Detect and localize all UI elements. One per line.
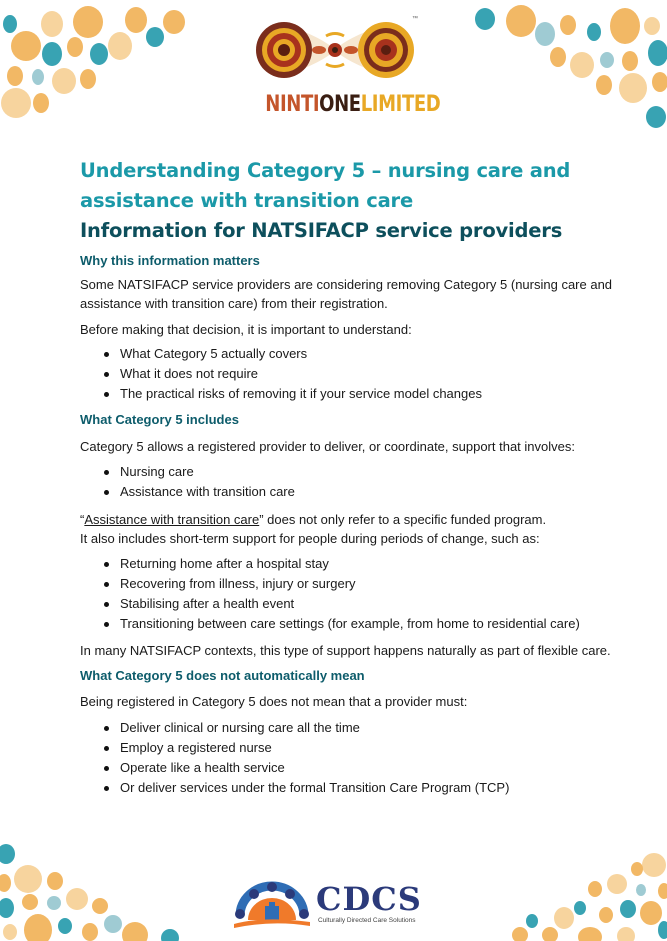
dots-top-left-icon: [1, 6, 185, 118]
list-item: Nursing care: [80, 462, 640, 482]
paragraph: Being registered in Category 5 does not mean that a provider must:: [80, 694, 468, 709]
dots-bottom-right-icon: [512, 853, 667, 941]
cdcs-tagline: Culturally Directed Care Solutions: [318, 917, 416, 924]
document-title: Understanding Category 5 – nursing care and assistance with transition care: [80, 159, 571, 212]
list-item: What Category 5 actually covers: [80, 344, 640, 364]
aboriginal-art-mark-icon: [254, 14, 416, 86]
list-item: Employ a registered nurse: [80, 738, 640, 758]
list-item: The practical risks of removing it if your service model changes: [80, 384, 640, 404]
ninti-one-wordmark: NINTIONELIMITED: [265, 92, 441, 117]
list-item: Returning home after a hospital stay: [80, 554, 640, 574]
list-item: Operate like a health service: [80, 758, 640, 778]
cdcs-emblem-icon: [232, 880, 312, 930]
paragraph: In many NATSIFACP contexts, this type of support happens naturally as part of flexible care.: [80, 643, 611, 658]
section-heading: What Category 5 includes: [80, 412, 239, 427]
bullet-list: [80, 554, 640, 634]
paragraph: Some NATSIFACP service providers are considering removing Category 5 (nursing care and assistance with transition care) from their registration.: [80, 277, 613, 311]
paragraph: Category 5 allows a registered provider to deliver, or coordinate, support that involves:: [80, 439, 575, 454]
list-item: What it does not require: [80, 364, 640, 384]
list-item: Deliver clinical or nursing care all the time: [80, 718, 640, 738]
section-why: [80, 252, 640, 404]
cdcs-wordmark: CDCS: [316, 880, 422, 918]
trademark-symbol: ™: [412, 16, 418, 22]
section-heading: What Category 5 does not automatically mean: [80, 668, 365, 683]
bullet-list: [80, 344, 640, 404]
paragraph: Before making that decision, it is important to understand:: [80, 322, 412, 337]
cdcs-logo: [232, 880, 452, 930]
bullet-list: [80, 718, 640, 798]
document-subtitle: Information for NATSIFACP service providers: [80, 219, 563, 242]
section-heading: Why this information matters: [80, 253, 260, 268]
list-item: Or deliver services under the formal Transition Care Program (TCP): [80, 778, 640, 798]
underlined-term: Assistance with transition care: [84, 512, 260, 527]
dots-bottom-left-icon: [0, 844, 179, 941]
bullet-list: [80, 462, 640, 502]
list-item: Stabilising after a health event: [80, 594, 640, 614]
section-includes: [80, 411, 640, 660]
paragraph-transition-care: “Assistance with transition care” does not only refer to a specific funded program. It also includes short-term support for people during periods of change, such as:: [80, 512, 547, 546]
section-does-not-mean: [80, 667, 640, 798]
dots-top-right-icon: [475, 5, 667, 128]
ninti-one-logo: [250, 12, 441, 117]
list-item: Assistance with transition care: [80, 482, 640, 502]
document-body: [80, 156, 640, 798]
list-item: Recovering from illness, injury or surgery: [80, 574, 640, 594]
list-item: Transitioning between care settings (for example, from home to residential care): [80, 614, 640, 634]
